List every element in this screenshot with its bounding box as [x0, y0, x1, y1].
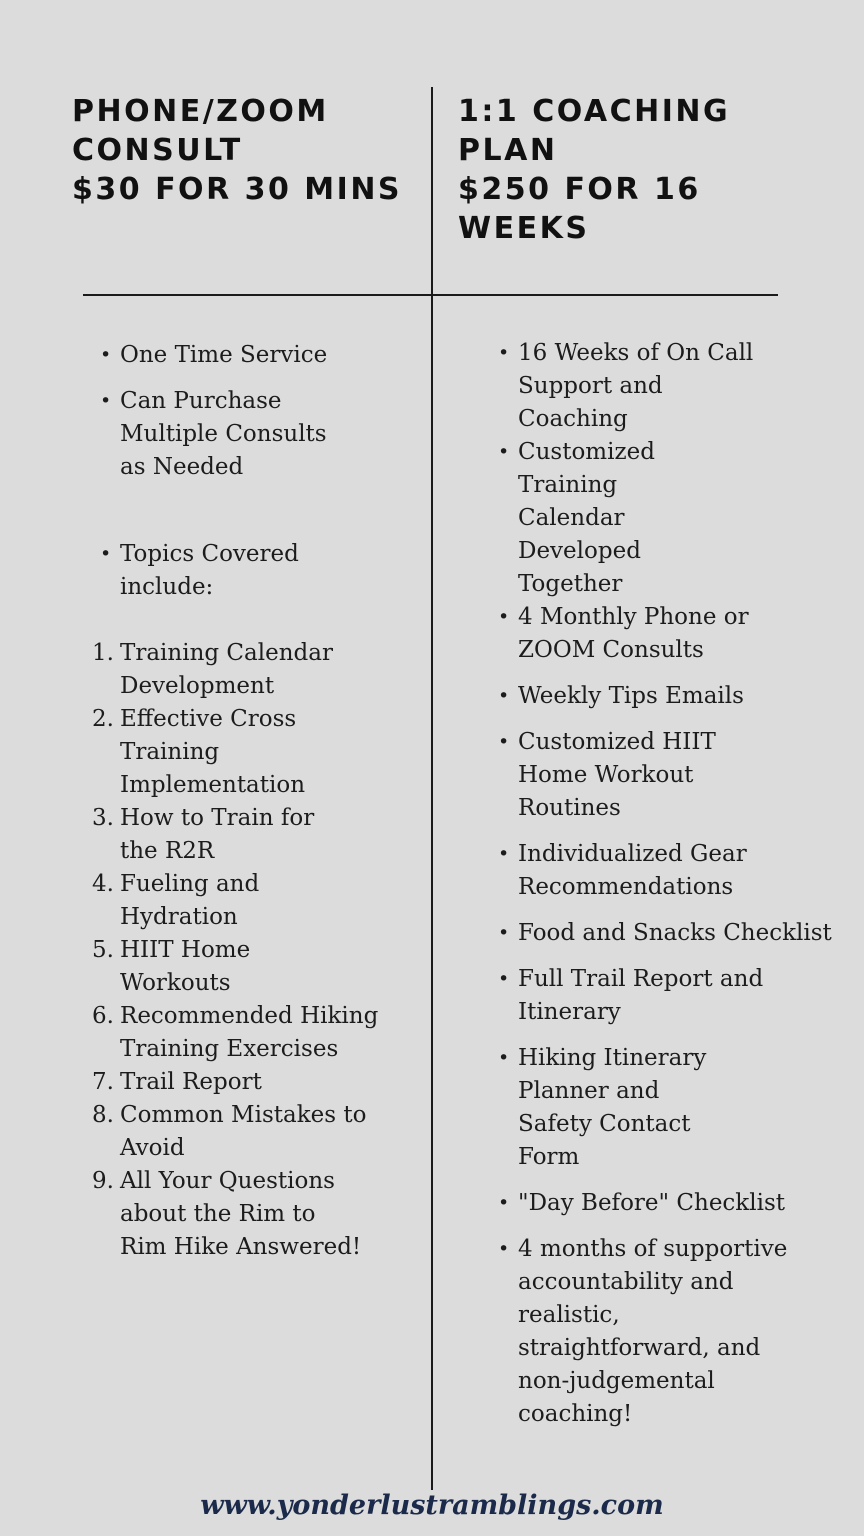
column-divider — [431, 87, 433, 1490]
consult-details — [92, 339, 380, 1264]
coaching-heading-line: 1:1 COACHING — [458, 94, 731, 129]
list-item: • 16 Weeks of On Call Support and Coaching — [518, 337, 758, 436]
topic-text: Fueling and Hydration — [120, 871, 260, 930]
topic-text: How to Train for the R2R — [120, 805, 315, 864]
list-item: 1. Training Calendar Development — [92, 640, 333, 699]
consult-heading-line: CONSULT — [72, 133, 243, 168]
coaching-price-unit: WEEKS — [458, 211, 590, 246]
list-item: 2. Effective Cross Training Implementation — [92, 706, 306, 798]
list-item: • Can Purchase Multiple Consults as Needed — [120, 385, 350, 484]
list-item: 9. All Your Questions about the Rim to Rim Hike Answered! — [92, 1168, 362, 1260]
coaching-heading-line: PLAN — [458, 133, 558, 168]
list-item: 8. Common Mistakes to Avoid — [92, 1102, 367, 1161]
list-item: 4. Fueling and Hydration — [92, 871, 260, 930]
topic-text: Trail Report — [120, 1069, 262, 1095]
list-item: • Full Trail Report and Itinerary — [518, 963, 798, 1029]
list-item: • 4 Monthly Phone or ZOOM Consults — [518, 601, 788, 667]
topic-text: Recommended Hiking Training Exercises — [120, 1003, 379, 1062]
topic-text: Effective Cross Training Implementation — [120, 706, 306, 798]
coaching-heading — [458, 92, 730, 248]
list-item: • Individualized Gear Recommendations — [518, 838, 778, 904]
consult-price: $30 FOR 30 MINS — [72, 172, 403, 207]
list-item: 3. How to Train for the R2R — [92, 805, 315, 864]
topic-text: Training Calendar Development — [120, 640, 333, 699]
coaching-price: $250 FOR 16 — [458, 172, 701, 207]
topic-text: HIIT Home Workouts — [120, 937, 251, 996]
list-item: • Customized HIIT Home Workout Routines — [518, 726, 748, 825]
list-item: 5. HIIT Home Workouts — [92, 937, 251, 996]
list-item: • Weekly Tips Emails — [518, 680, 864, 713]
list-item: • One Time Service — [120, 339, 380, 372]
list-item: • "Day Before" Checklist — [518, 1187, 864, 1220]
list-item: • Food and Snacks Checklist — [518, 917, 864, 950]
topic-text: Common Mistakes to Avoid — [120, 1102, 367, 1161]
list-item: 7. Trail Report — [92, 1069, 262, 1095]
website-url: www.yonderlustramblings.com — [200, 1490, 664, 1521]
consult-heading — [72, 92, 402, 209]
topic-text: All Your Questions about the Rim to Rim Hike Answered! — [120, 1168, 362, 1260]
coaching-details — [518, 337, 864, 1431]
list-item: • Hiking Itinerary Planner and Safety Contact Form — [518, 1042, 728, 1174]
consult-bullet-list — [120, 339, 380, 604]
coaching-bullet-list — [518, 337, 864, 1431]
topics-list — [92, 637, 380, 1264]
header-divider — [83, 294, 778, 296]
list-item: • 4 months of supportive accountability and realistic, straightforward, and non-judgemental coaching! — [518, 1233, 803, 1431]
consult-heading-line: PHONE/ZOOM — [72, 94, 329, 129]
list-item: 6. Recommended Hiking Training Exercises — [92, 1003, 379, 1062]
list-item: • Customized Training Calendar Developed Together — [518, 436, 668, 601]
list-item: • Topics Covered include: — [120, 538, 380, 604]
